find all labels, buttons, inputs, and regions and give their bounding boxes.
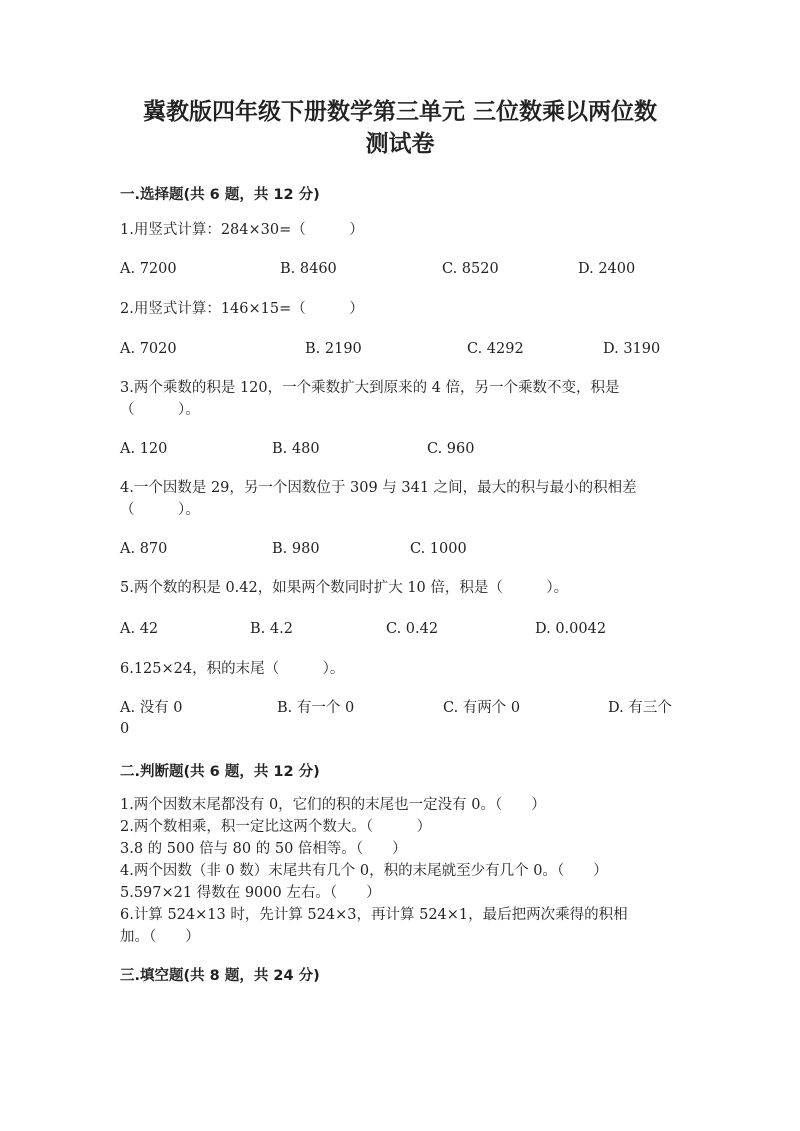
- page-title-line2: 测试卷: [365, 131, 435, 157]
- q5-option-d: D. 0.0042: [535, 621, 607, 637]
- q6-option-d: D. 有三个: [608, 700, 672, 716]
- question-2: 2.用竖式计算：146×15=（ ）: [120, 301, 364, 317]
- question-5: 5.两个数的积是 0.42，如果两个数同时扩大 10 倍，积是（ ）。: [120, 580, 569, 596]
- judge-item-2: 2.两个数相乘，积一定比这两个数大。（ ）: [120, 819, 432, 835]
- q5-option-b: B. 4.2: [250, 621, 293, 637]
- judge-item-6-line1: 6.计算 524×13 时，先计算 524×3，再计算 524×1，最后把两次乘得的积相: [120, 907, 628, 923]
- q6-option-b: B. 有一个 0: [277, 700, 355, 716]
- page-title-line1: 冀教版四年级下册数学第三单元 三位数乘以两位数: [142, 99, 657, 125]
- judge-item-1: 1.两个因数末尾都没有 0，它们的积的末尾也一定没有 0。（ ）: [120, 797, 546, 813]
- question-6: 6.125×24，积的末尾（ ）。: [120, 661, 345, 677]
- question-1: 1.用竖式计算：284×30=（ ）: [120, 222, 364, 238]
- q2-option-b: B. 2190: [305, 341, 362, 357]
- q5-option-a: A. 42: [120, 621, 159, 637]
- q3-option-a: A. 120: [120, 441, 168, 457]
- section-heading-choice: 一.选择题(共 6 题，共 12 分): [120, 187, 320, 203]
- question-4-line2: （ ）。: [120, 502, 200, 518]
- q3-option-b: B. 480: [272, 441, 320, 457]
- q2-option-d: D. 3190: [603, 341, 661, 357]
- q1-option-a: A. 7200: [120, 261, 177, 277]
- q3-option-c: C. 960: [427, 441, 475, 457]
- q6-option-a: A. 没有 0: [120, 700, 183, 716]
- section-heading-judge: 二.判断题(共 6 题，共 12 分): [120, 764, 320, 780]
- question-3-line2: （ ）。: [120, 402, 200, 418]
- question-4-line1: 4.一个因数是 29，另一个因数位于 309 与 341 之间，最大的积与最小的积相差: [120, 480, 637, 496]
- q4-option-b: B. 980: [272, 541, 320, 557]
- q1-option-b: B. 8460: [280, 261, 337, 277]
- judge-item-3: 3.8 的 500 倍与 80 的 50 倍相等。（ ）: [120, 841, 407, 857]
- question-3-line1: 3.两个乘数的积是 120，一个乘数扩大到原来的 4 倍，另一个乘数不变，积是: [120, 380, 620, 396]
- judge-item-6-line2: 加。（ ）: [120, 929, 200, 945]
- q2-option-a: A. 7020: [120, 341, 177, 357]
- q1-option-d: D. 2400: [578, 261, 636, 277]
- q4-option-c: C. 1000: [410, 541, 467, 557]
- q6-option-c: C. 有两个 0: [443, 700, 521, 716]
- section-heading-fill: 三.填空题(共 8 题，共 24 分): [120, 968, 320, 984]
- judge-item-5: 5.597×21 得数在 9000 左右。（ ）: [120, 885, 381, 901]
- judge-item-4: 4.两个因数（非 0 数）末尾共有几个 0，积的末尾就至少有几个 0。（ ）: [120, 863, 608, 879]
- q5-option-c: C. 0.42: [386, 621, 439, 637]
- q1-option-c: C. 8520: [442, 261, 499, 277]
- q4-option-a: A. 870: [120, 541, 168, 557]
- q2-option-c: C. 4292: [467, 341, 524, 357]
- q6-option-d-wrap: 0: [120, 721, 130, 737]
